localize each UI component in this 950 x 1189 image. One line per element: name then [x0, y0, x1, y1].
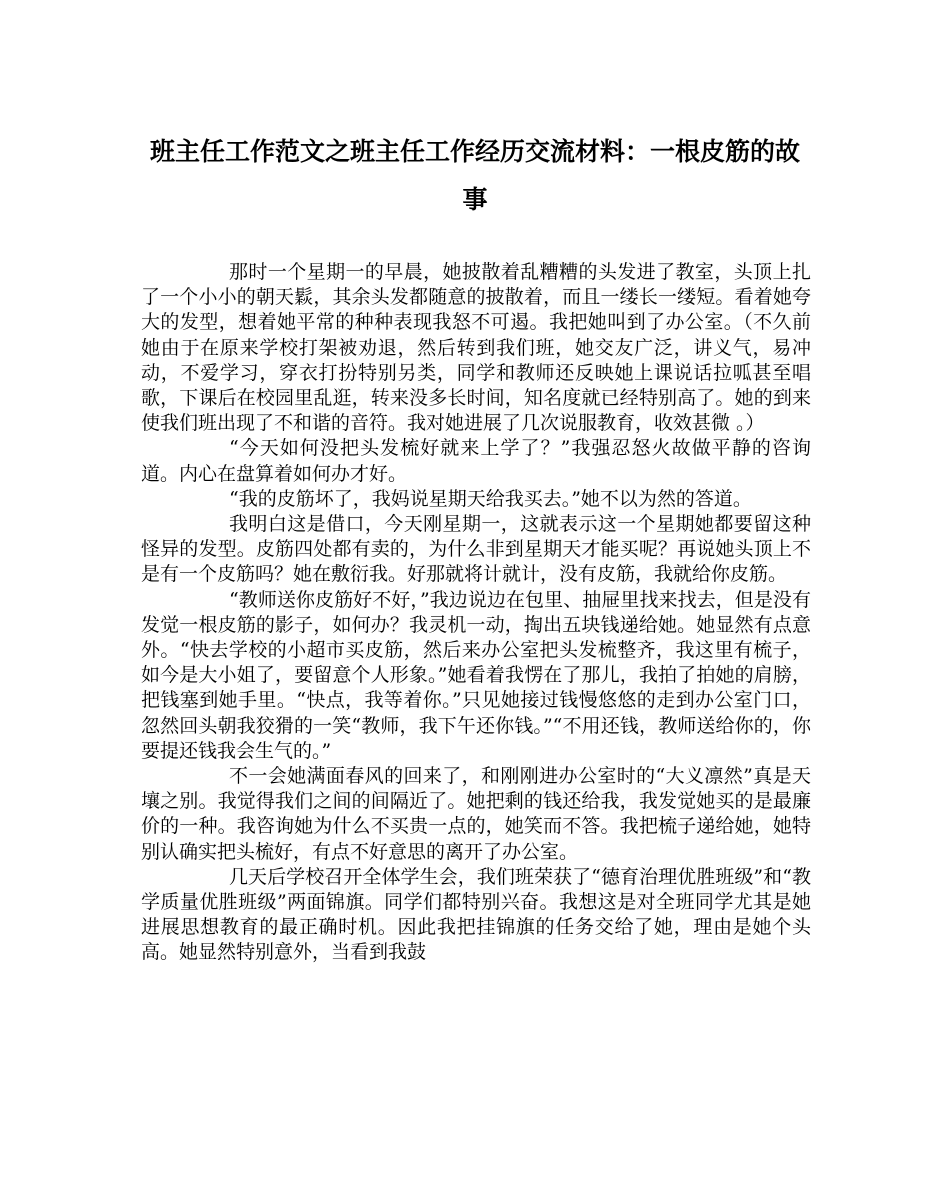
paragraph: 那时一个星期一的早晨，她披散着乱糟糟的头发进了教室，头顶上扎了一个小小的朝天鬏，其余头发都随意的披散着，而且一缕长一缕短。看着她夸大的发型，想着她平常的种种表现我怒不可遏。我把她叫到了办公室。（不久前她由于在原来学校打架被劝退，然后转到我们班，她交友广泛，讲义气，易冲动，不爱学习，穿衣打扮特别另类，同学和教师还反映她上课说话拉呱甚至唱歌，下课后在校园里乱逛，转来没多长时间，知名度就已经特别高了。她的到来使我们班出现了不和谐的音符。我对她进展了几次说服教育，收效甚微 。） [141, 261, 811, 435]
paragraph: “我的皮筋坏了，我妈说星期天给我买去。”她不以为然的答道。 [229, 487, 752, 510]
paragraph: 我明白这是借口，今天刚星期一，这就表示这一个星期她都要留这种怪异的发型。皮筋四处都有卖的，为什么非到星期天才能买呢？再说她头顶上不是有一个皮筋吗？她在敷衍我。好那就将计就计，没有皮筋，我就给你皮筋。 [141, 513, 811, 586]
paragraph: 不一会她满面春风的回来了，和刚刚进办公室时的“大义凛然”真是天壤之别。我觉得我们之间的间隔近了。她把剩的钱还给我，我发觉她买的是最廉价的一种。我咨询她为什么不买贵一点的，她笑而不答。我把梳子递给她，她特别认确实把头梳好，有点不好意思的离开了办公室。 [141, 765, 811, 863]
paragraph: 几天后学校召开全体学生会，我们班荣获了“德育治理优胜班级”和“教学质量优胜班级”两面锦旗。同学们都特别兴奋。我想这是对全班同学尤其是她进展思想教育的最正确时机。因此我把挂锦旗的任务交给了她，理由是她个头高。她显然特别意外，当看到我鼓 [141, 865, 811, 964]
paragraph: “今天如何没把头发梳好就来上学了？”我强忍怒火故做平静的咨询道。内心在盘算着如何办才好。 [141, 437, 811, 485]
paragraph: “教师送你皮筋好不好，”我边说边在包里、抽屉里找来找去，但是没有发觉一根皮筋的影子，如何办？我灵机一动，掏出五块钱递给她。她显然有点意外。“快去学校的小超市买皮筋，然后来办公室把头发梳整齐，我这里有梳子，如今是大小姐了，要留意个人形象。”她看着我愣在了那儿，我拍了拍她的肩膀，把钱塞到她手里。“快点，我等着你。”只见她接过钱慢悠悠的走到办公室门口，忽然回头朝我狡猾的一笑“教师，我下午还你钱。”“不用还钱，教师送给你的，你要提还钱我会生气的。” [141, 588, 811, 762]
document-body [141, 260, 811, 966]
document-title: 班主任工作范文之班主任工作经历交流材料：一根皮筋的故事 [149, 137, 800, 214]
